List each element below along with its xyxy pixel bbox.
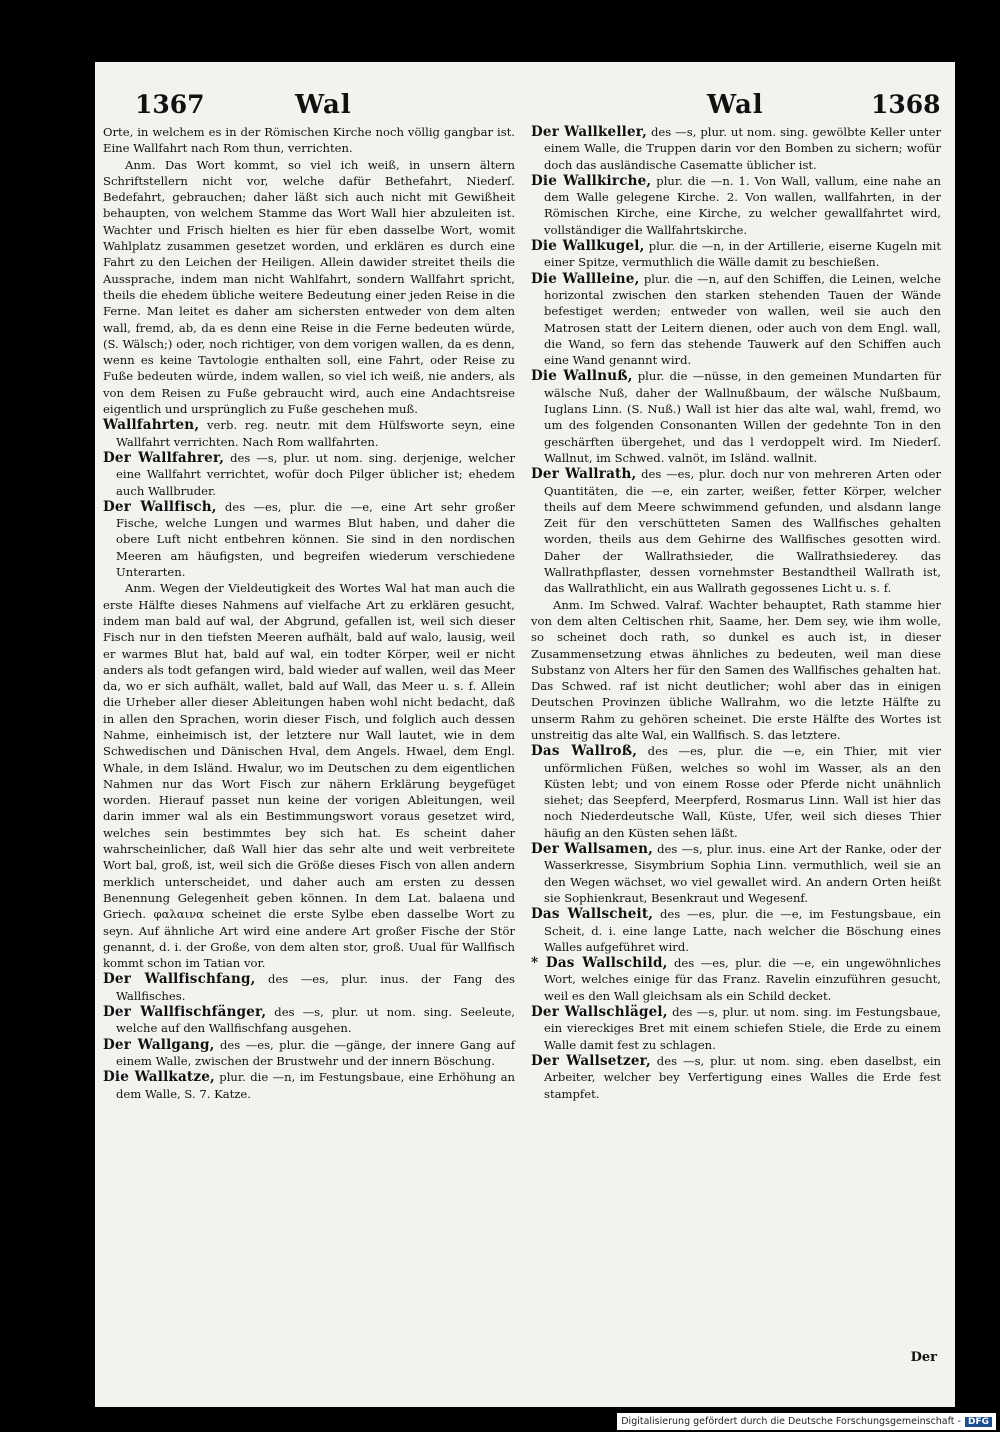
entry-text: plur. die —n, auf den Schiffen, die Leinen, welche horizontal zwischen den starken stehenden Tauen der Wände befestiget werden; entweder von wallen, weil sie auch den Matrosen statt der Leitern dienen, oder auch von dem Engl. wall, die Wand, so fern das stehende Tauwerk auf den Schiffen auch eine Wand genannt wird. (544, 271, 941, 368)
entry-text: des —s, plur. ut nom. sing. eben daselbst, ein Arbeiter, welcher bey Verfertigung eines Walles die Erde fest stampfet. (544, 1053, 941, 1101)
dictionary-entry (531, 466, 941, 596)
dictionary-entry (103, 1069, 515, 1102)
dictionary-entry (103, 1037, 515, 1070)
dictionary-entry (103, 417, 515, 450)
entry-text: des —es, plur. die —gänge, der innere Gang auf einem Walle, zwischen der Brustwehr und der innern Böschung. (116, 1037, 516, 1068)
entry-text: Anm. Wegen der Vieldeutigkeit des Wortes Wal hat man auch die erste Hälfte dieses Nahmens auf vielfache Art zu erklären gesucht, indem man bald auf wal, der Abgrund, gefallen ist, weil sich dieser Fisch nur in den tiefsten Meeren aufhält, bald auf walo, lausig, weil er warmes Blut hat, bald auf wal, ein todter Körper, weil er nicht anders als todt gefangen wird, bald wieder auf wallen, weil das Meer da, wo er sich aufhält, wallet, bald auf Wall, das Meer u. s. f. Allein die Urheber aller dieser Ableitungen haben wohl nicht bedacht, daß in allen den Sprachen, worin dieser Fisch, und folglich auch dessen Nahme, einheimisch ist, der letztere nur Wall lautet, wie in dem Schwedischen und Dänischen Hval, dem Angels. Hwael, dem Engl. Whale, in dem Isländ. Hwalur, wo im Deutschen zu dem eigentlichen Nahmen nur das Wort Fisch zur nähern Erklärung beygefüget worden. Hierauf passet nun keine der vorigen Ableitungen, weil darin immer wal als ein Bestimmungswort voraus gesetzet wird, welches sein bestimmtes bey sich hat. Es scheint daher wahrscheinlicher, daß Wall hier das sehr alte und weit verbreitete Wort bal, groß, ist, weil sich die Größe dieses Fisch von allen andern merklich unterscheidet, und daher auch am ersten zu dessen Benennung Gelegenheit geben können. In dem Lat. balaena und Griech. φαλαινα scheinet die erste Sylbe eben dasselbe Wort zu seyn. Auf ähnliche Art wird eine andere Art großer Fische der Stör genannt, d. i. der Große, von dem alten stor, groß. Uual für Wallfisch kommt schon im Tatian vor. (103, 581, 515, 971)
entry-text: Orte, in welchem es in der Römischen Kirche noch völlig gangbar ist. Eine Wallfahrt nach Rom thun, verrichten. (103, 125, 515, 156)
entry-headword: Das Wallscheit, (531, 906, 654, 923)
entry-headword: Der Wallsamen, (531, 841, 654, 858)
entry-text: des —s, plur. ut nom. sing. Seeleute, welche auf den Wallfischfang ausgehen. (116, 1005, 515, 1036)
entry-headword: Das Wallroß, (531, 743, 638, 760)
entry-text: des —es, plur. die —e, im Festungsbaue, ein Scheit, d. i. eine lange Latte, nach welcher die Böschung eines Walles aufgeführet wird. (544, 907, 941, 954)
dictionary-entry (103, 1004, 515, 1037)
entry-text: verb. reg. neutr. mit dem Hülfsworte seyn, eine Wallfahrt verrichten. Nach Rom wallfahrten. (116, 418, 515, 449)
entry-headword: Der Wallgang, (103, 1036, 215, 1053)
entry-headword: * Das Wallschild, (531, 955, 668, 972)
entry-continuation (103, 124, 515, 157)
entry-headword: Die Wallnuß, (531, 368, 633, 385)
entry-headword: Der Wallrath, (531, 466, 637, 483)
entry-headword: Die Wallkirche, (531, 172, 652, 189)
right-header-word: Wal (707, 90, 764, 120)
left-header-word: Wal (295, 90, 352, 120)
entry-text: plur. die —n, in der Artillerie, eiserne Kugeln mit einer Spitze, vermuthlich die Wälle damit zu beschießen. (544, 239, 941, 270)
entry-text: des —es, plur. doch nur von mehreren Arten oder Quantitäten, die —e, ein zarter, weißer, fetter Körper, welcher theils auf dem Meere schwimmend gefunden, und alsdann lange Zeit für den verschütteten Samen des Wallfisches gehalten worden, theils aus dem Gehirne des Wallfisches gesotten wird. Daher der Wallrathsieder, die Wallrathsiederey. das Wallrathpflaster, dessen vornehmster Bestandtheil Wallrath ist, das Wallrathlicht, ein aus Wallrath gegossenes Licht u. s. f. (544, 467, 942, 596)
entry-headword: Der Wallsetzer, (531, 1052, 651, 1069)
entry-headword: Der Wallfisch, (103, 498, 217, 515)
entry-text: des —s, plur. ut nom. sing. im Festungsbaue, ein viereckiges Bret mit einem schiefen Stiele, die Erde zu einem Walle damit fest zu schlagen. (544, 1005, 941, 1052)
right-column (531, 124, 941, 1102)
entry-headword: Die Wallkugel, (531, 238, 645, 255)
dictionary-entry (103, 971, 515, 1004)
entry-headword: Die Wallleine, (531, 270, 640, 287)
dfg-logo: DFG (965, 1417, 992, 1427)
entry-note (531, 597, 941, 744)
entry-headword: Der Wallfischfänger, (103, 1004, 267, 1021)
entry-text: plur. die —nüsse, in den gemeinen Mundarten für wälsche Nuß, daher der Wallnußbaum, der wälsche Nußbaum, Iuglans Linn. (S. Nuß.) Wall ist hier das alte wal, wahl, fremd, wo um des folgenden Consonanten Willen der gedehnte Ton in den geschärften übergehet, und das l verdoppelt wird. Im Niederſ. Wallnut, im Schwed. valnöt, im Isländ. wallnit. (544, 369, 941, 465)
entry-headword: Wallfahrten, (103, 417, 200, 434)
dictionary-entry (531, 124, 941, 173)
dictionary-entry (531, 238, 941, 271)
dictionary-entry (531, 271, 941, 369)
digitization-footer (617, 1413, 996, 1430)
entry-text: des —es, plur. die —e, ein Thier, mit vier unförmlichen Füßen, welches so wohl im Wasser, als an den Küsten lebt; und von einem Rosse oder Pferde nicht unähnlich siehet; das Seepferd, Meerpferd, Rosmarus Linn. Wall ist hier das noch Niederdeutsche Wall, Küste, Ufer, weil sich dieses Thier häufig an den Küsten sehen läßt. (544, 744, 941, 840)
entry-text: des —es, plur. die —e, eine Art sehr großer Fische, welche Lungen und warmes Blut haben, und daher die obere Luft nicht entbehren können. Sie sind in den nordischen Meeren am häufigsten, und begreifen wiederum verschiedene Unterarten. (116, 499, 515, 580)
dictionary-entry (103, 450, 515, 499)
catchword: Der (910, 1350, 937, 1365)
entry-text: des —s, plur. ut nom. sing. derjenige, welcher eine Wallfahrt verrichtet, wofür doch Pilger üblicher ist; ehedem auch Wallbruder. (116, 450, 515, 498)
entry-headword: Der Wallkeller, (531, 124, 647, 140)
left-column (103, 124, 515, 1102)
entry-text: plur. die —n, im Festungsbaue, eine Erhöhung an dem Walle, S. 7. Katze. (116, 1070, 515, 1101)
dictionary-entry (531, 173, 941, 238)
footer-text: Digitalisierung gefördert durch die Deutsche Forschungsgemeinschaft - (621, 1416, 961, 1427)
entry-text: Anm. Das Wort kommt, so viel ich weiß, in unsern ältern Schriftstellern nicht vor, welche dafür Bethefahrt, Niederſ. Bedefahrt, gebrauchen; daher läßt sich auch nicht mit Gewißheit behaupten, von welchem Stamme das Wort Wall hier abzuleiten ist. Wachter und Frisch hielten es hier für eben dasselbe Wort, womit Wahlplatz zusammen gesetzet worden, und erklären es durch eine Fahrt zu den Leichen der Heiligen. Allein dawider streitet theils die Aussprache, indem man nicht Wahlfahrt, sondern Wallfahrt spricht, theils die ehedem übliche weitere Bedeutung einer jeden Reise in die Ferne. Man leitet es daher am sichersten entweder von dem alten wall, fremd, ab, da es denn eine Reise in die Ferne bedeuten würde, (S. Wälsch;) oder, noch richtiger, von dem vorigen wallen, da es denn, wenn es keine Tavtologie enthalten soll, eine Fahrt, oder Reise zu Fuße bedeuten würde, indem wallen, so viel ich weiß, nie anders, als von dem Reisen zu Fuße gebraucht wird, auch eine Andachtsreise eigentlich und ursprünglich zu Fuße geschehen muß. (103, 157, 515, 417)
entry-headword: Die Wallkatze, (103, 1069, 215, 1086)
dictionary-entry (531, 1053, 941, 1102)
entry-text: des —s, plur. inus. eine Art der Ranke, oder der Wasserkresse, Sisymbrium Sophia Linn. vermuthlich, weil sie an den Wegen wächset, wo viel gewallet wird. An andern Orten heißt sie Sophienkraut, Besenkraut und Wegesenf. (544, 842, 942, 905)
entry-text: des —es, plur. inus. der Fang des Wallfisches. (116, 972, 516, 1003)
left-page-number: 1367 (135, 90, 205, 119)
dictionary-entry (103, 499, 515, 580)
entry-text: des —s, plur. ut nom. sing. gewölbte Keller unter einem Walle, die Truppen darin vor den Bomben zu sichern; wofür doch das ausländische Casematte üblicher ist. (544, 125, 941, 172)
entry-text: des —es, plur. die —e, ein ungewöhnliches Wort, welches einige für das Franz. Ravelin einzuführen gesucht, weil es den Wall gleichsam als ein Schild decket. (544, 956, 941, 1003)
dictionary-entry (531, 906, 941, 955)
entry-note (103, 157, 515, 418)
entry-text: Anm. Im Schwed. Valraf. Wachter behauptet, Rath stamme hier von dem alten Celtischen rhit, Saame, her. Dem sey, wie ihm wolle, so scheinet doch rath, so dunkel es auch ist, in dieser Zusammensetzung etwas ähnliches zu bedeuten, weil man diese Substanz von Alters her für den Samen des Wallfisches gehalten hat. Das Schwed. raf ist nicht deutlicher; wohl aber das in einigen Deutschen Provinzen übliche Wallrahm, wo die letzte Hälfte zu unserm Rahm zu gehören scheinet. Die erste Hälfte des Wortes ist unstreitig das alte Wal, ein Wallfisch. S. das letztere. (531, 597, 941, 742)
entry-headword: Der Wallfahrer, (103, 449, 225, 466)
scanned-page (95, 62, 955, 1407)
dictionary-entry (531, 841, 941, 906)
right-page-number: 1368 (871, 90, 941, 119)
dictionary-entry (531, 743, 941, 841)
entry-note (103, 580, 515, 971)
entry-headword: Der Wallschlägel, (531, 1004, 668, 1021)
dictionary-entry (531, 368, 941, 466)
entry-headword: Der Wallfischfang, (103, 971, 256, 988)
entry-text: plur. die —n. 1. Von Wall, vallum, eine nahe an dem Walle gelegene Kirche. 2. Von wallen, wallfahrten, in der Römischen Kirche, eine Kirche, zu welcher gewallfahrtet wird, vollständiger die Wallfahrtskirche. (544, 173, 941, 237)
dictionary-entry (531, 1004, 941, 1053)
dictionary-entry (531, 955, 941, 1004)
